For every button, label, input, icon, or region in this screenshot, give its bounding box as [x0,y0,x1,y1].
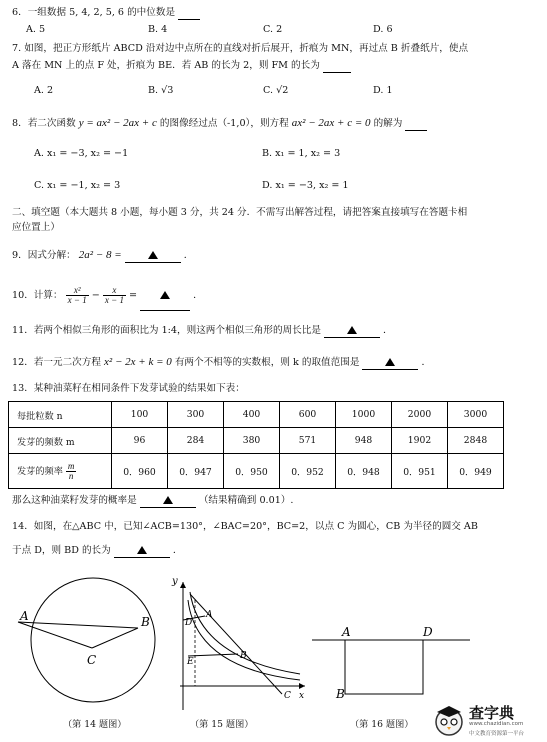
table-cell: 0．949 [448,454,504,489]
section-2-heading-cont: 应位置上） [12,222,60,233]
question-13-prefix: 那么这种油菜籽发芽的概率是 [12,495,137,506]
answer-blank [362,357,418,370]
table-cell: 400 [224,402,280,428]
figure-15 [171,576,305,710]
q8-option-c: C. x₁ = −1, x₂ = 3 [34,180,121,191]
label-y: y [172,576,178,587]
answer-blank [114,545,170,558]
question-14-line-1: 14．如图，在△ABC 中，已知∠ACB=130°，∠BAC=20°，BC=2，以点 C 为圆心，CB 为半径的圆交 AB [12,521,478,532]
answer-blank [125,250,181,263]
answer-triangle-icon [385,358,395,366]
question-12: 12．若一元二次方程 x² − 2x + k = 0 有两个不相等的实数根，则 k 的取值范围是 ． [12,356,432,368]
label-a: A [20,609,29,623]
question-6 [12,7,200,20]
question-6-text: 6．一组数据 5, 4, 2, 5, 6 的中位数是 [12,7,176,18]
answer-triangle-icon [160,291,170,299]
label-x: x [299,691,305,701]
answer-blank [324,325,380,338]
question-9-prefix: 9．因式分解： [12,250,76,261]
question-8 [12,117,427,131]
figure-16 [312,625,470,701]
question-8-suffix: 的解为 [373,118,403,129]
label-c: C [87,653,97,667]
table-cell: 300 [168,402,224,428]
table-cell: 0．947 [168,454,224,489]
question-8-equation: ax² − 2ax + c = 0 [291,117,371,129]
q7-option-d: D. 1 [373,85,393,96]
brand-tagline: 中文教育资源第一平台 [469,731,525,737]
table-cell: 571 [280,428,336,454]
frequency-fraction: $\frac{m}{n}$ [67,460,75,481]
question-12-prefix: 12．若一元二次方程 [12,357,101,368]
question-14-line-2: 于点 D，则 BD 的长为 ． [12,545,183,556]
question-14-text: 于点 D，则 BD 的长为 [12,545,111,556]
answer-blank [323,60,351,73]
table-cell: 0．950 [224,454,280,489]
brand-name: 查字典 [469,704,515,722]
table-cell: 948 [336,428,392,454]
table-row [9,454,504,489]
row-label: 发芽的频率 $\frac{m}{n}$ [9,454,112,489]
label-a: A [342,625,351,639]
fraction-2: $\frac{x}{x - 1}$ [104,285,124,305]
question-13-suffix: （结果精确到 0.01）. [198,495,294,506]
label-b: B [141,615,150,629]
answer-blank [140,495,196,508]
row-label: 每批粒数 n [9,402,112,428]
answer-blank [405,118,427,131]
question-7-line-1: 7. 如图，把正方形纸片 ABCD 沿对边中点所在的直线对折后展开，折痕为 MN，再过点 B 折叠纸片，使点 [12,43,469,54]
q6-option-b: B. 4 [148,24,168,35]
question-11-text: 11．若两个相似三角形的面积比为 1:4，则这两个相似三角形的周长比是 [12,325,321,336]
table-cell: 284 [168,428,224,454]
q8-option-d: D. x₁ = −3, x₂ = 1 [262,180,349,191]
table-cell: 600 [280,402,336,428]
table-cell: 96 [112,428,168,454]
table-cell: 100 [112,402,168,428]
q6-option-d: D. 6 [373,24,393,35]
label-e: E [187,657,194,667]
question-9: 9．因式分解： 2a² − 8 = ． [12,249,194,261]
q6-option-c: C. 2 [263,24,283,35]
q7-option-b: B. √3 [148,85,174,96]
germination-table [8,401,504,489]
table-row [9,428,504,454]
question-7-line-2 [12,60,351,73]
answer-triangle-icon [148,251,158,259]
label-b: B [336,687,345,701]
table-cell: 3000 [448,402,504,428]
question-10-prefix: 10．计算： [12,290,63,301]
table-cell: 0．948 [336,454,392,489]
answer-blank [140,282,190,311]
figure-14 [18,578,155,702]
caption-figure-16: （第 16 题图） [350,719,414,730]
answer-triangle-icon [163,496,173,504]
table-cell: 380 [224,428,280,454]
q6-option-a: A. 5 [26,24,46,35]
answer-triangle-icon [347,326,357,334]
table-cell: 1902 [392,428,448,454]
question-13-followup [12,495,293,508]
q8-option-a: A. x₁ = −3, x₂ = −1 [34,148,129,159]
question-7-text: A 落在 MN 上的点 F 处，折痕为 BE．若 AB 的长为 2，则 FM 的长为 [12,60,320,71]
chazidian-logo [431,702,541,738]
question-12-equation: x² − 2x + k = 0 [104,356,172,368]
section-2-heading: 二、填空题（本大题共 8 小题，每小题 3 分，共 24 分．不需写出解答过程，请把答案直接填写在答题卡相 [12,207,468,218]
question-8-mid: 的图像经过点（-1,0），则方程 [159,118,289,129]
table-cell: 0．951 [392,454,448,489]
brand-url: www.chazidian.com [469,721,524,727]
label-d: D [423,625,433,639]
caption-figure-15: （第 15 题图） [190,719,254,730]
question-10: 10．计算： $\frac{\text{x²}}{x - 1}$ − $\frac{x}{x - 1}$ = ． [12,282,203,311]
q7-option-c: C. √2 [263,85,289,96]
answer-blank [178,7,200,20]
label-b: B [240,651,247,661]
question-9-expression: 2a² − 8 = [78,249,122,261]
table-row [9,402,504,428]
question-13: 13．某种油菜籽在相同条件下发芽试验的结果如下表： [12,383,245,394]
question-12-suffix: 有两个不相等的实数根，则 k 的取值范围是 [174,357,360,368]
graduation-owl-icon [431,702,467,738]
question-8-function: y = ax² − 2ax + c [78,117,157,129]
answer-triangle-icon [137,546,147,554]
table-cell: 0．952 [280,454,336,489]
q8-option-b: B. x₁ = 1, x₂ = 3 [262,148,341,159]
question-11: 11．若两个相似三角形的面积比为 1:4，则这两个相似三角形的周长比是 ． [12,325,393,336]
table-cell: 2000 [392,402,448,428]
table-cell: 2848 [448,428,504,454]
table-cell: 1000 [336,402,392,428]
fraction-1: $\frac{\text{x²}}{x - 1}$ [67,285,87,305]
label-a: A [206,610,213,620]
label-c: C [284,691,291,701]
label-d: D [185,618,193,628]
caption-figure-14: （第 14 题图） [63,719,127,730]
row-label: 发芽的频数 m [9,428,112,454]
table-cell: 0．960 [112,454,168,489]
q7-option-a: A. 2 [34,85,54,96]
question-8-prefix: 8．若二次函数 [12,118,76,129]
